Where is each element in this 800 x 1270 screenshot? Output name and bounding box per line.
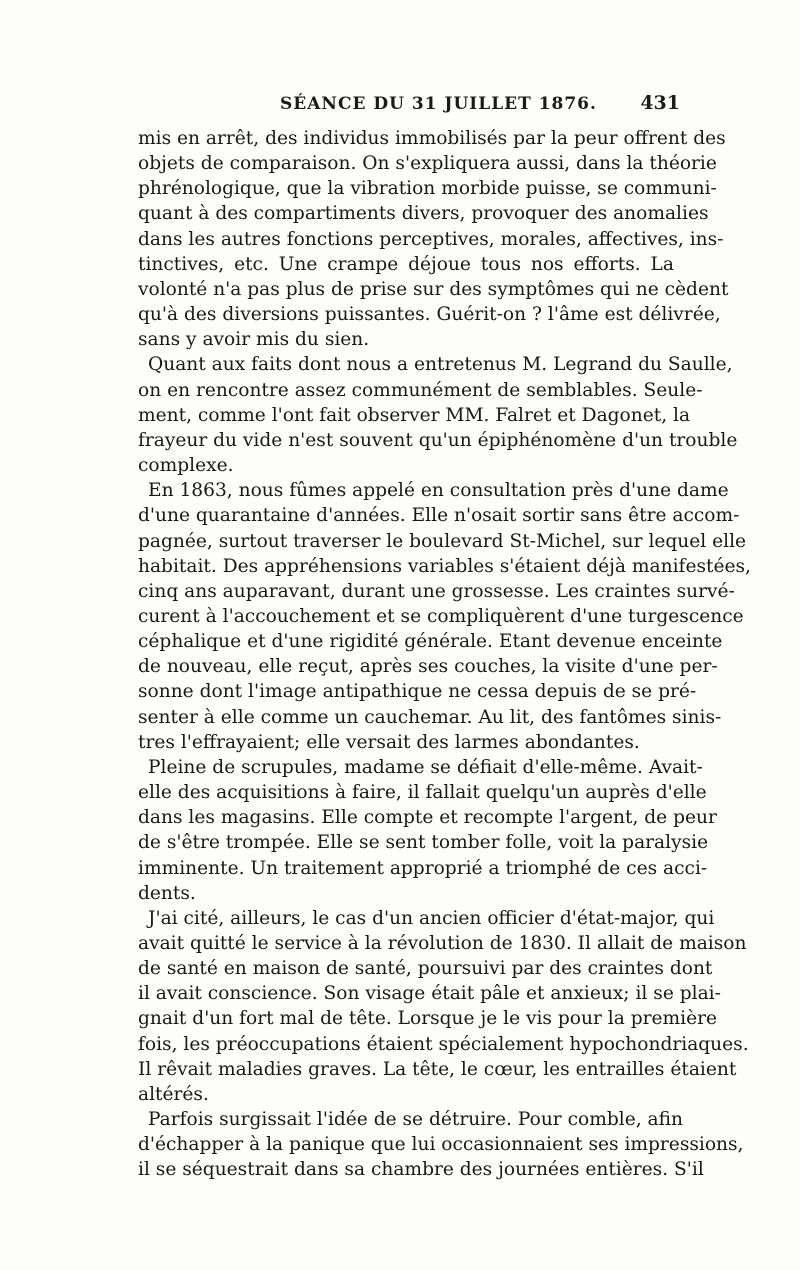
text-line: quant à des compartiments divers, provoquer des anomalies bbox=[138, 203, 709, 225]
text-line: objets de comparaison. On s'expliquera aussi, dans la théorie bbox=[138, 153, 717, 175]
text-line: d'échapper à la panique que lui occasionnaient ses impressions, bbox=[138, 1134, 744, 1156]
text-line: tres l'effrayaient; elle versait des larmes abondantes. bbox=[138, 731, 640, 753]
text-line: dents. bbox=[138, 882, 196, 904]
text-line: il se séquestrait dans sa chambre des journées entières. S'il bbox=[138, 1159, 704, 1181]
text-line: curent à l'accouchement et se compliquèrent d'une turgescence bbox=[138, 605, 744, 627]
text-line: fois, les préoccupations étaient spécialement hypochondriaques. bbox=[138, 1033, 749, 1055]
paragraph bbox=[138, 478, 751, 755]
text-line: de nouveau, elle reçut, après ses couches, la visite d'une per- bbox=[138, 656, 718, 678]
page-header bbox=[140, 90, 680, 120]
text-line: frayeur du vide n'est souvent qu'un épiphénomène d'un trouble bbox=[138, 429, 738, 451]
text-line: Il rêvait maladies graves. La tête, le cœur, les entrailles étaient bbox=[138, 1058, 737, 1080]
text-line: Pleine de scrupules, madame se défiait d'elle-même. Avait- bbox=[148, 756, 703, 778]
text-line: En 1863, nous fûmes appelé en consultation près d'une dame bbox=[148, 480, 729, 502]
paragraph bbox=[138, 126, 729, 352]
paragraph bbox=[138, 352, 738, 478]
text-line: phrénologique, que la vibration morbide puisse, se communi- bbox=[138, 178, 717, 200]
text-line: altérés. bbox=[138, 1083, 209, 1105]
text-line: habitait. Des appréhensions variables s'étaient déjà manifestées, bbox=[138, 555, 751, 577]
text-line: on en rencontre assez communément de semblables. Seule- bbox=[138, 379, 703, 401]
text-line: dans les magasins. Elle compte et recompte l'argent, de peur bbox=[138, 807, 717, 829]
text-line: d'une quarantaine d'années. Elle n'osait sortir sans être accom- bbox=[138, 505, 740, 527]
text-line: sans y avoir mis du sien. bbox=[138, 329, 370, 351]
text-line: céphalique et d'une rigidité générale. Etant devenue enceinte bbox=[138, 631, 723, 653]
text-line: mis en arrêt, des individus immobilisés par la peur offrent des bbox=[138, 128, 726, 149]
text-line: Quant aux faits dont nous a entretenus M. Legrand du Saulle, bbox=[148, 354, 733, 376]
text-line: dans les autres fonctions perceptives, morales, affectives, ins- bbox=[138, 228, 724, 250]
text-line: de santé en maison de santé, poursuivi par des craintes dont bbox=[138, 958, 713, 980]
running-title: SÉANCE DU 31 JUILLET 1876. bbox=[280, 94, 597, 114]
text-line: senter à elle comme un cauchemar. Au lit, des fantômes sinis- bbox=[138, 706, 722, 728]
text-line: Parfois surgissait l'idée de se détruire. Pour comble, afin bbox=[148, 1109, 683, 1131]
text-line: volonté n'a pas plus de prise sur des symptômes qui ne cèdent bbox=[138, 278, 729, 300]
paragraph bbox=[138, 906, 749, 1107]
text-line: pagnée, surtout traverser le boulevard St-Michel, sur lequel elle bbox=[138, 530, 747, 552]
text-line: gnait d'un fort mal de tête. Lorsque je le vis pour la première bbox=[138, 1008, 717, 1030]
text-line: de s'être trompée. Elle se sent tomber folle, voit la paralysie bbox=[138, 832, 709, 854]
text-line: qu'à des diversions puissantes. Guérit-on ? l'âme est délivrée, bbox=[138, 304, 721, 326]
text-line: il avait conscience. Son visage était pâle et anxieux; il se plai- bbox=[138, 983, 721, 1005]
paragraph bbox=[138, 1107, 744, 1182]
text-line: cinq ans auparavant, durant une grossesse. Les craintes survé- bbox=[138, 580, 735, 602]
text-line: elle des acquisitions à faire, il fallait quelqu'un auprès d'elle bbox=[138, 782, 707, 804]
text-line: avait quitté le service à la révolution de 1830. Il allait de maison bbox=[138, 933, 747, 954]
text-line: complexe. bbox=[138, 455, 234, 477]
page-number: 431 bbox=[640, 92, 680, 114]
text-line: ment, comme l'ont fait observer MM. Falret et Dagonet, la bbox=[138, 404, 691, 426]
text-line: imminente. Un traitement approprié a triomphé de ces acci- bbox=[138, 857, 708, 879]
text-line: J'ai cité, ailleurs, le cas d'un ancien officier d'état-major, qui bbox=[148, 907, 715, 929]
text-line: tinctives, etc. Une crampe déjoue tous nos efforts. La bbox=[138, 253, 674, 275]
body-text bbox=[138, 126, 751, 1183]
paragraph bbox=[138, 755, 717, 906]
text-line: sonne dont l'image antipathique ne cessa depuis de se pré- bbox=[138, 681, 697, 703]
